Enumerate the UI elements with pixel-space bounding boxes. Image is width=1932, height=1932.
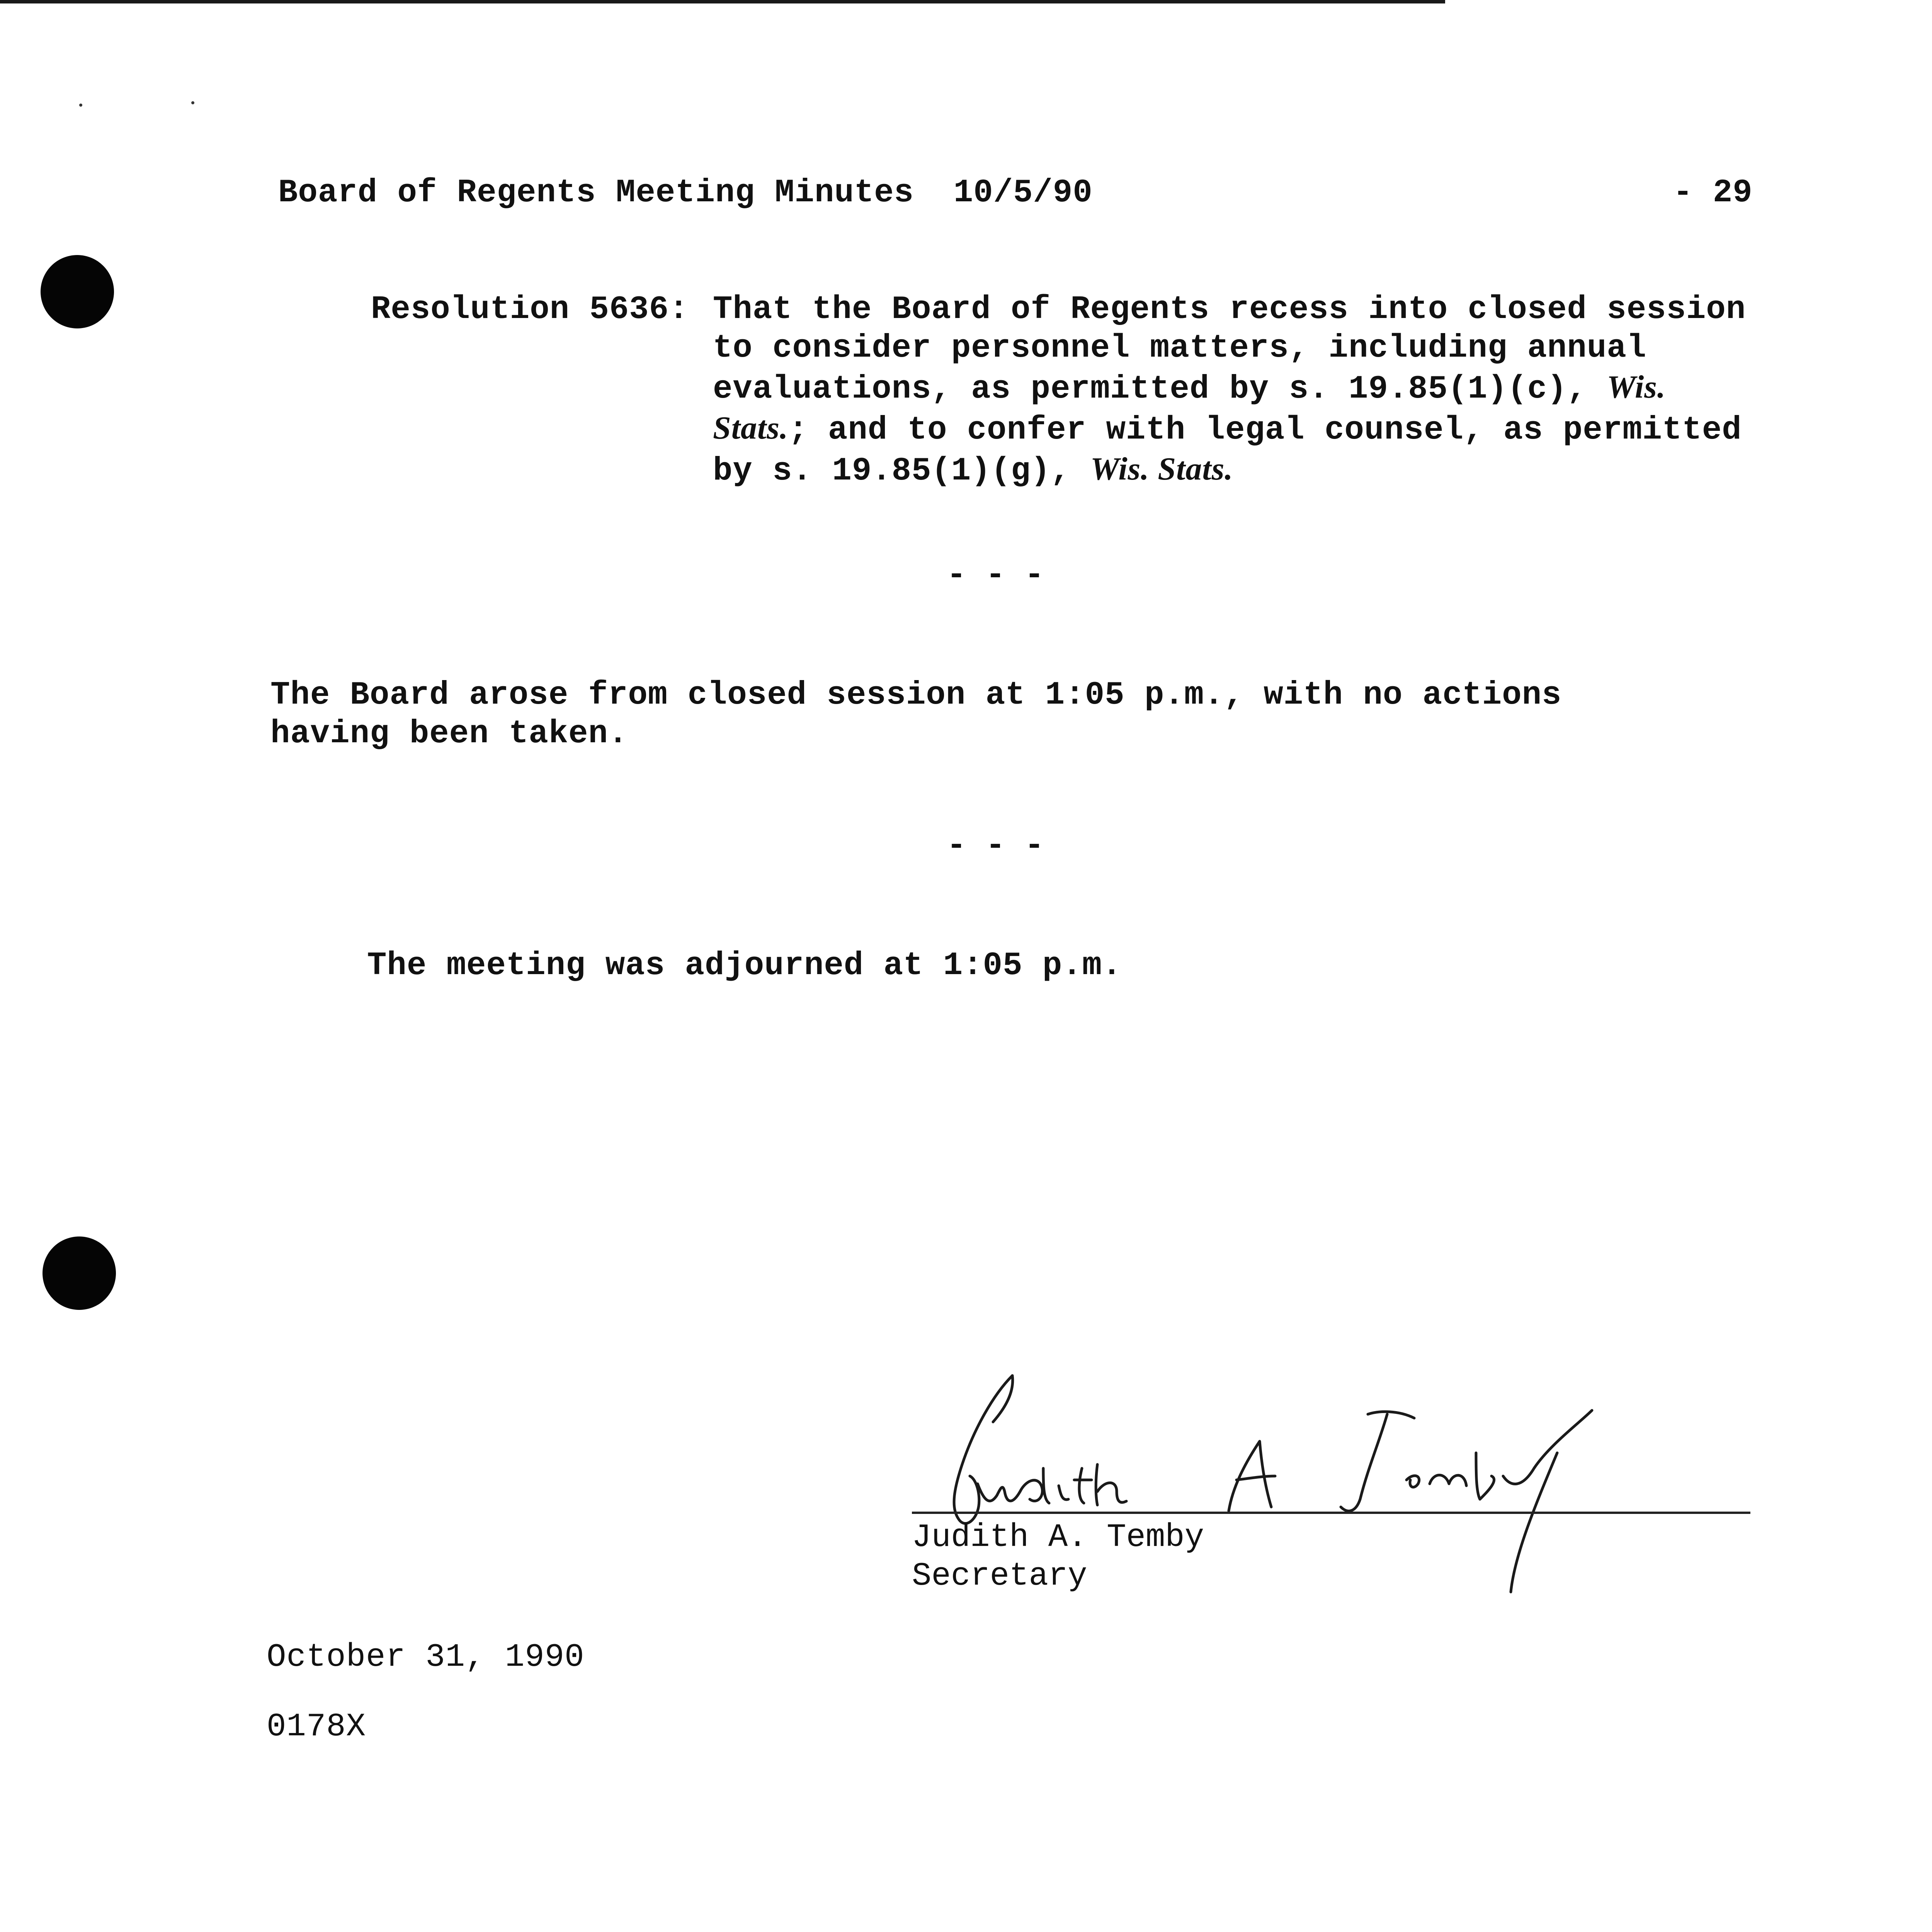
statute-abbrev-3: Wis. Stats. bbox=[1090, 451, 1233, 487]
closed-session-line-2: having been taken. bbox=[270, 716, 628, 752]
resolution-line-5-text: by s. 19.85(1)(g), bbox=[713, 453, 1090, 490]
punch-hole-middle bbox=[43, 1236, 116, 1310]
punch-hole-top bbox=[41, 255, 114, 328]
adjournment-text: The meeting was adjourned at 1:05 p.m. bbox=[367, 947, 1122, 984]
section-separator-1: - - - bbox=[947, 557, 1044, 594]
statute-abbrev-1: Wis. bbox=[1607, 369, 1666, 405]
resolution-body bbox=[713, 291, 1756, 491]
resolution-line-5 bbox=[713, 450, 1756, 491]
header-title: Board of Regents Meeting Minutes 10/5/90 bbox=[278, 175, 1093, 211]
document-code: 0178X bbox=[267, 1709, 366, 1745]
handwritten-signature bbox=[811, 1352, 1777, 1662]
statute-abbrev-2: Stats. bbox=[713, 410, 789, 446]
signature-line bbox=[912, 1512, 1750, 1514]
signatory-title: Secretary bbox=[912, 1558, 1087, 1595]
resolution-line-4-text: ; and to confer with legal counsel, as permitted bbox=[788, 412, 1742, 449]
resolution-line-1: That the Board of Regents recess into closed session bbox=[713, 291, 1746, 328]
closed-session-line-1: The Board arose from closed session at 1:05 p.m., with no actions bbox=[270, 677, 1562, 714]
section-separator-2: - - - bbox=[947, 828, 1044, 864]
resolution-line-4 bbox=[713, 409, 1756, 450]
page-number: - 29 bbox=[1673, 175, 1753, 211]
top-edge-rule bbox=[0, 0, 1445, 3]
scan-speck bbox=[191, 101, 194, 104]
resolution-line-2: to consider personnel matters, including annual bbox=[713, 330, 1647, 367]
signatory-name: Judith A. Temby bbox=[912, 1519, 1204, 1556]
signature-block bbox=[811, 1352, 1777, 1662]
resolution-line-3-text: evaluations, as permitted by s. 19.85(1)(c), bbox=[713, 371, 1607, 408]
resolution-label: Resolution 5636: bbox=[371, 291, 689, 328]
resolution-line-3 bbox=[713, 368, 1756, 409]
document-date: October 31, 1990 bbox=[267, 1639, 585, 1676]
scan-speck bbox=[79, 104, 82, 107]
